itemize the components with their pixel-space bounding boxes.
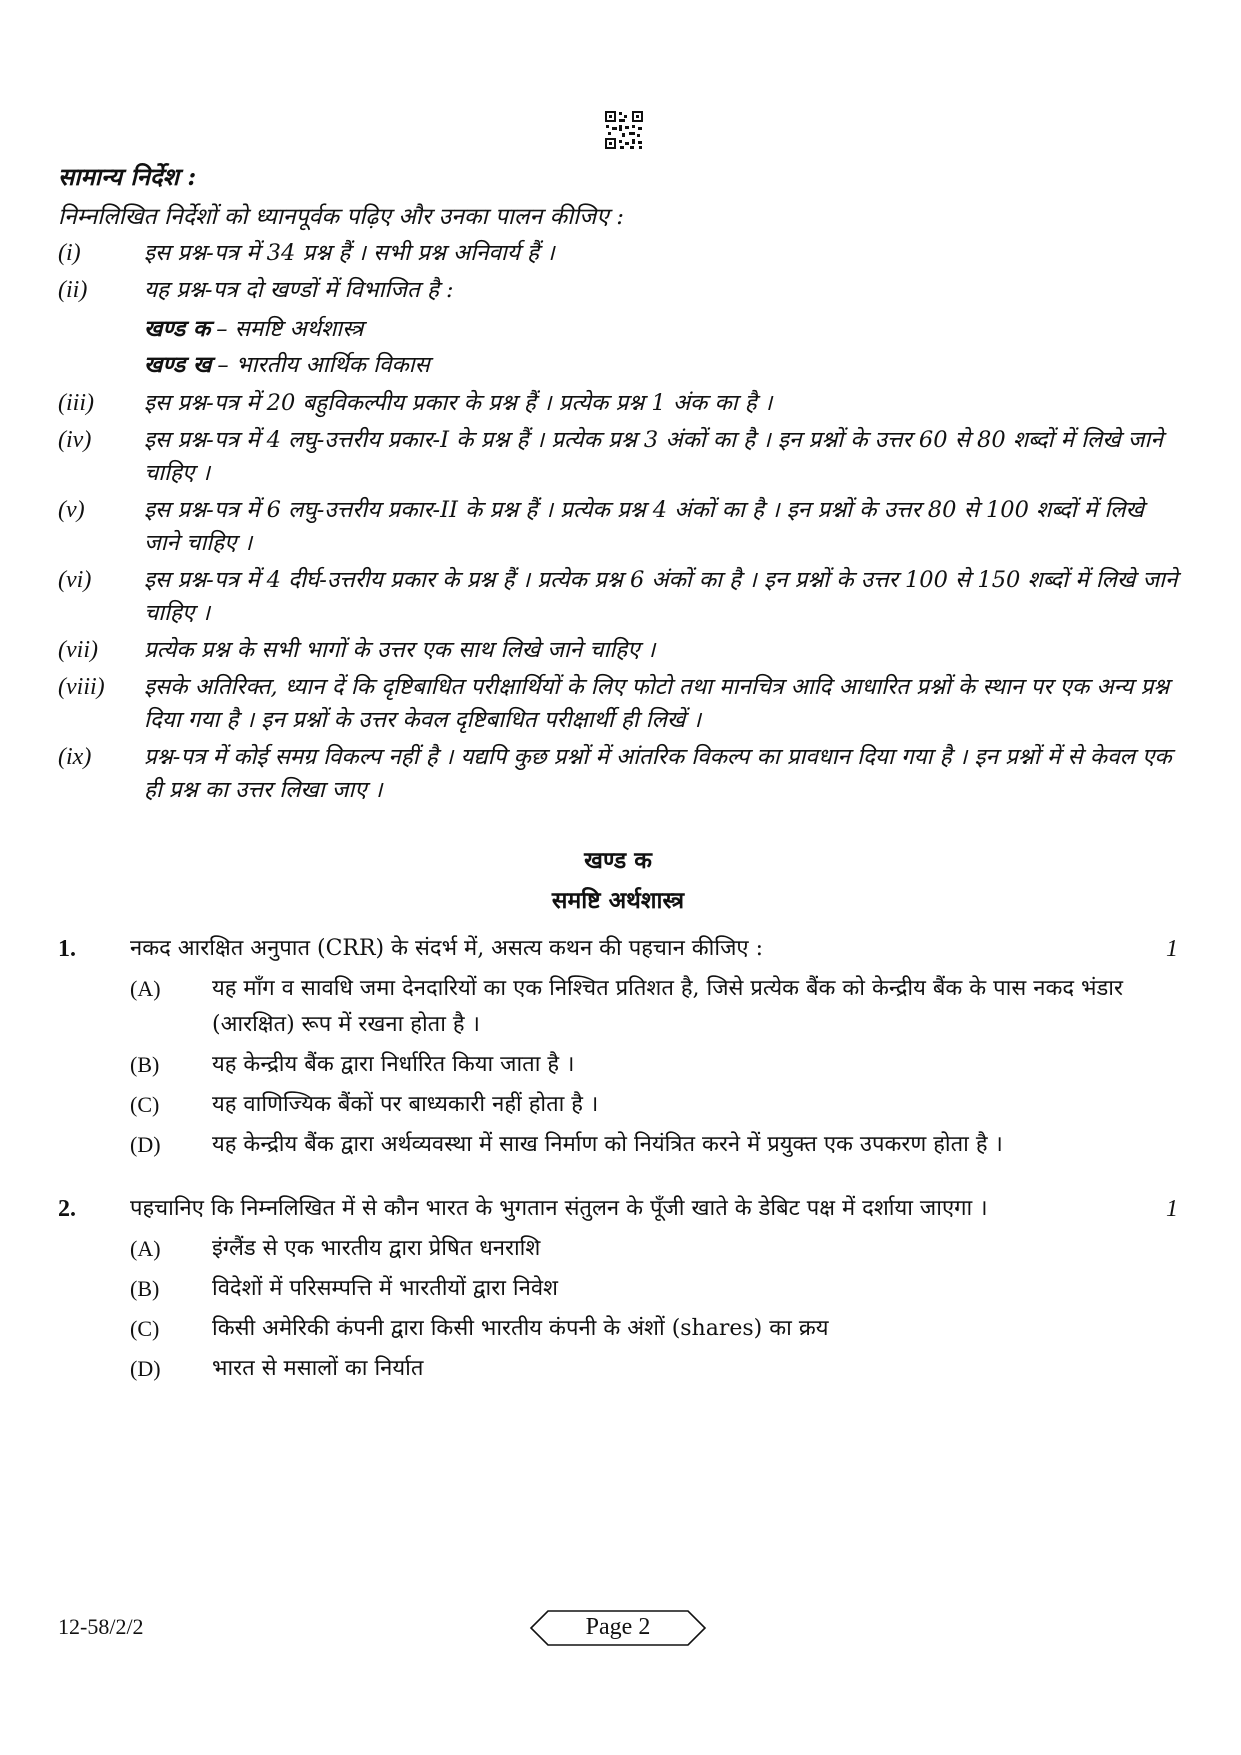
- question-number: 2.: [58, 1196, 76, 1222]
- instruction-number: (vii): [58, 637, 98, 663]
- instruction-item: [58, 274, 1178, 307]
- option: [130, 1311, 1138, 1347]
- option-label: (B): [130, 1276, 160, 1301]
- instruction-number: (iii): [58, 390, 94, 416]
- option: [130, 1127, 1138, 1163]
- option: [130, 1271, 1138, 1307]
- option: [130, 1231, 1138, 1267]
- option-label: (D): [130, 1132, 161, 1157]
- option-text: इंग्लैंड से एक भारतीय द्वारा प्रेषित धनराशि: [212, 1236, 541, 1261]
- page-footer: [58, 1608, 1178, 1648]
- option-label: (A): [130, 1236, 161, 1261]
- instruction-number: (v): [58, 497, 85, 523]
- instruction-text: प्रत्येक प्रश्न के सभी भागों के उत्तर एक साथ लिखे जाने चाहिए ।: [144, 637, 656, 663]
- question-text: नकद आरक्षित अनुपात (CRR) के संदर्भ में, असत्य कथन की पहचान कीजिए :: [130, 936, 763, 961]
- option-label: (B): [130, 1052, 160, 1077]
- instruction-text: इस प्रश्न-पत्र में 20 बहुविकल्पीय प्रकार के प्रश्न हैं । प्रत्येक प्रश्न 1 अंक का है ।: [144, 390, 773, 416]
- question-number: 1.: [58, 936, 76, 962]
- option-label: (A): [130, 976, 161, 1001]
- instruction-text: इस प्रश्न-पत्र में 34 प्रश्न हैं । सभी प्रश्न अनिवार्य हैं ।: [144, 240, 555, 266]
- instructions-lead: निम्नलिखित निर्देशों को ध्यानपूर्वक पढ़िए और उनका पालन कीजिए :: [58, 204, 624, 230]
- page-number: Page 2: [585, 1614, 651, 1640]
- option-text: किसी अमेरिकी कंपनी द्वारा किसी भारतीय कंपनी के अंशों (shares) का क्रय: [212, 1316, 829, 1341]
- instruction-number: (vi): [58, 567, 92, 593]
- instruction-item: [58, 494, 1178, 560]
- instruction-item: [58, 671, 1178, 737]
- option-text: विदेशों में परिसम्पत्ति में भारतीयों द्वारा निवेश: [212, 1276, 559, 1301]
- section-title: खण्ड क: [584, 847, 652, 874]
- instruction-text: इसके अतिरिक्त, ध्यान दें कि दृष्टिबाधित परीक्षार्थियों के लिए फोटो तथा मानचित्र आदि आधारित प्रश्नों के स्थान पर एक अन्य प्रश्न दिया गया है । इन प्रश्नों के उत्तर केवल दृष्टिबाधित परीक्षार्थी ही लिखें ।: [144, 674, 1170, 733]
- instruction-number: (ii): [58, 277, 88, 303]
- qr-code: [604, 110, 644, 150]
- section-subtitle: समष्टि अर्थशास्त्र: [551, 887, 685, 914]
- instruction-number: (ix): [58, 744, 92, 770]
- option: [130, 971, 1138, 1043]
- instruction-text: इस प्रश्न-पत्र में 4 दीर्घ-उत्तरीय प्रकार के प्रश्न हैं । प्रत्येक प्रश्न 6 अंकों का है । इन प्रश्नों के उत्तर 100 से 150 शब्दों में लिखे जाने चाहिए ।: [144, 567, 1178, 626]
- section-name: भारतीय आर्थिक विकास: [235, 352, 430, 378]
- option: [130, 1351, 1138, 1387]
- page-number-badge: [528, 1608, 708, 1648]
- instruction-text: इस प्रश्न-पत्र में 4 लघु-उत्तरीय प्रकार-I के प्रश्न हैं । प्रत्येक प्रश्न 3 अंकों का है । इन प्रश्नों के उत्तर 60 से 80 शब्दों में लिखे जाने चाहिए ।: [144, 427, 1163, 486]
- instruction-number: (iv): [58, 427, 92, 453]
- instruction-number: (viii): [58, 674, 105, 700]
- question-marks: 1: [1166, 936, 1178, 962]
- instruction-text: प्रश्न-पत्र में कोई समग्र विकल्प नहीं है । यद्यपि कुछ प्रश्नों में आंतरिक विकल्प का प्रावधान दिया गया है । इन प्रश्नों में से केवल एक ही प्रश्न का उत्तर लिखा जाए ।: [144, 744, 1172, 803]
- option-text: यह केन्द्रीय बैंक द्वारा अर्थव्यवस्था में साख निर्माण को नियंत्रित करने में प्रयुक्त एक उपकरण होता है ।: [212, 1132, 1003, 1157]
- option-text: भारत से मसालों का निर्यात: [212, 1356, 424, 1381]
- option: [130, 1087, 1138, 1123]
- page-content: [58, 160, 1178, 1387]
- instruction-text: इस प्रश्न-पत्र में 6 लघु-उत्तरीय प्रकार-II के प्रश्न हैं । प्रत्येक प्रश्न 4 अंकों का है । इन प्रश्नों के उत्तर 80 से 100 शब्दों में लिखे जाने चाहिए ।: [144, 497, 1144, 556]
- section-name: समष्टि अर्थशास्त्र: [234, 316, 364, 342]
- option: [130, 1047, 1138, 1083]
- instruction-text: यह प्रश्न-पत्र दो खण्डों में विभाजित है :: [144, 277, 454, 303]
- instruction-item: [58, 634, 1178, 667]
- paper-code: 12-58/2/2: [58, 1614, 144, 1639]
- instruction-number: (i): [58, 240, 81, 266]
- instruction-item: [58, 564, 1178, 630]
- instruction-item: [58, 237, 1178, 270]
- option-label: (C): [130, 1316, 160, 1341]
- option-text: यह केन्द्रीय बैंक द्वारा निर्धारित किया जाता है ।: [212, 1052, 575, 1077]
- option-list: [130, 971, 1138, 1163]
- section-label: खण्ड क: [144, 316, 211, 342]
- option-label: (D): [130, 1356, 161, 1381]
- option-list: [130, 1231, 1138, 1387]
- section-label: खण्ड ख: [144, 352, 212, 378]
- general-instructions-heading: सामान्य निर्देश :: [58, 162, 197, 191]
- instruction-item: [58, 387, 1178, 420]
- question-text: पहचानिए कि निम्नलिखित में से कौन भारत के भुगतान संतुलन के पूँजी खाते के डेबिट पक्ष में दर्शाया जाएगा ।: [130, 1196, 988, 1221]
- instruction-item: [58, 424, 1178, 490]
- option-text: यह वाणिज्यिक बैंकों पर बाध्यकारी नहीं होता है ।: [212, 1092, 599, 1117]
- section-listing: खण्ड ख – भारतीय आर्थिक विकास: [144, 352, 430, 378]
- option-text: यह माँग व सावधि जमा देनदारियों का एक निश्चित प्रतिशत है, जिसे प्रत्येक बैंक को केन्द्रीय बैंक के पास नकद भंडार (आरक्षित) रूप में रखना होता है ।: [212, 976, 1123, 1037]
- question-marks: 1: [1166, 1196, 1178, 1222]
- question: [58, 1191, 1178, 1227]
- question: [58, 931, 1178, 967]
- instruction-item: [58, 741, 1178, 807]
- option-label: (C): [130, 1092, 160, 1117]
- section-listing: खण्ड क – समष्टि अर्थशास्त्र: [144, 316, 364, 342]
